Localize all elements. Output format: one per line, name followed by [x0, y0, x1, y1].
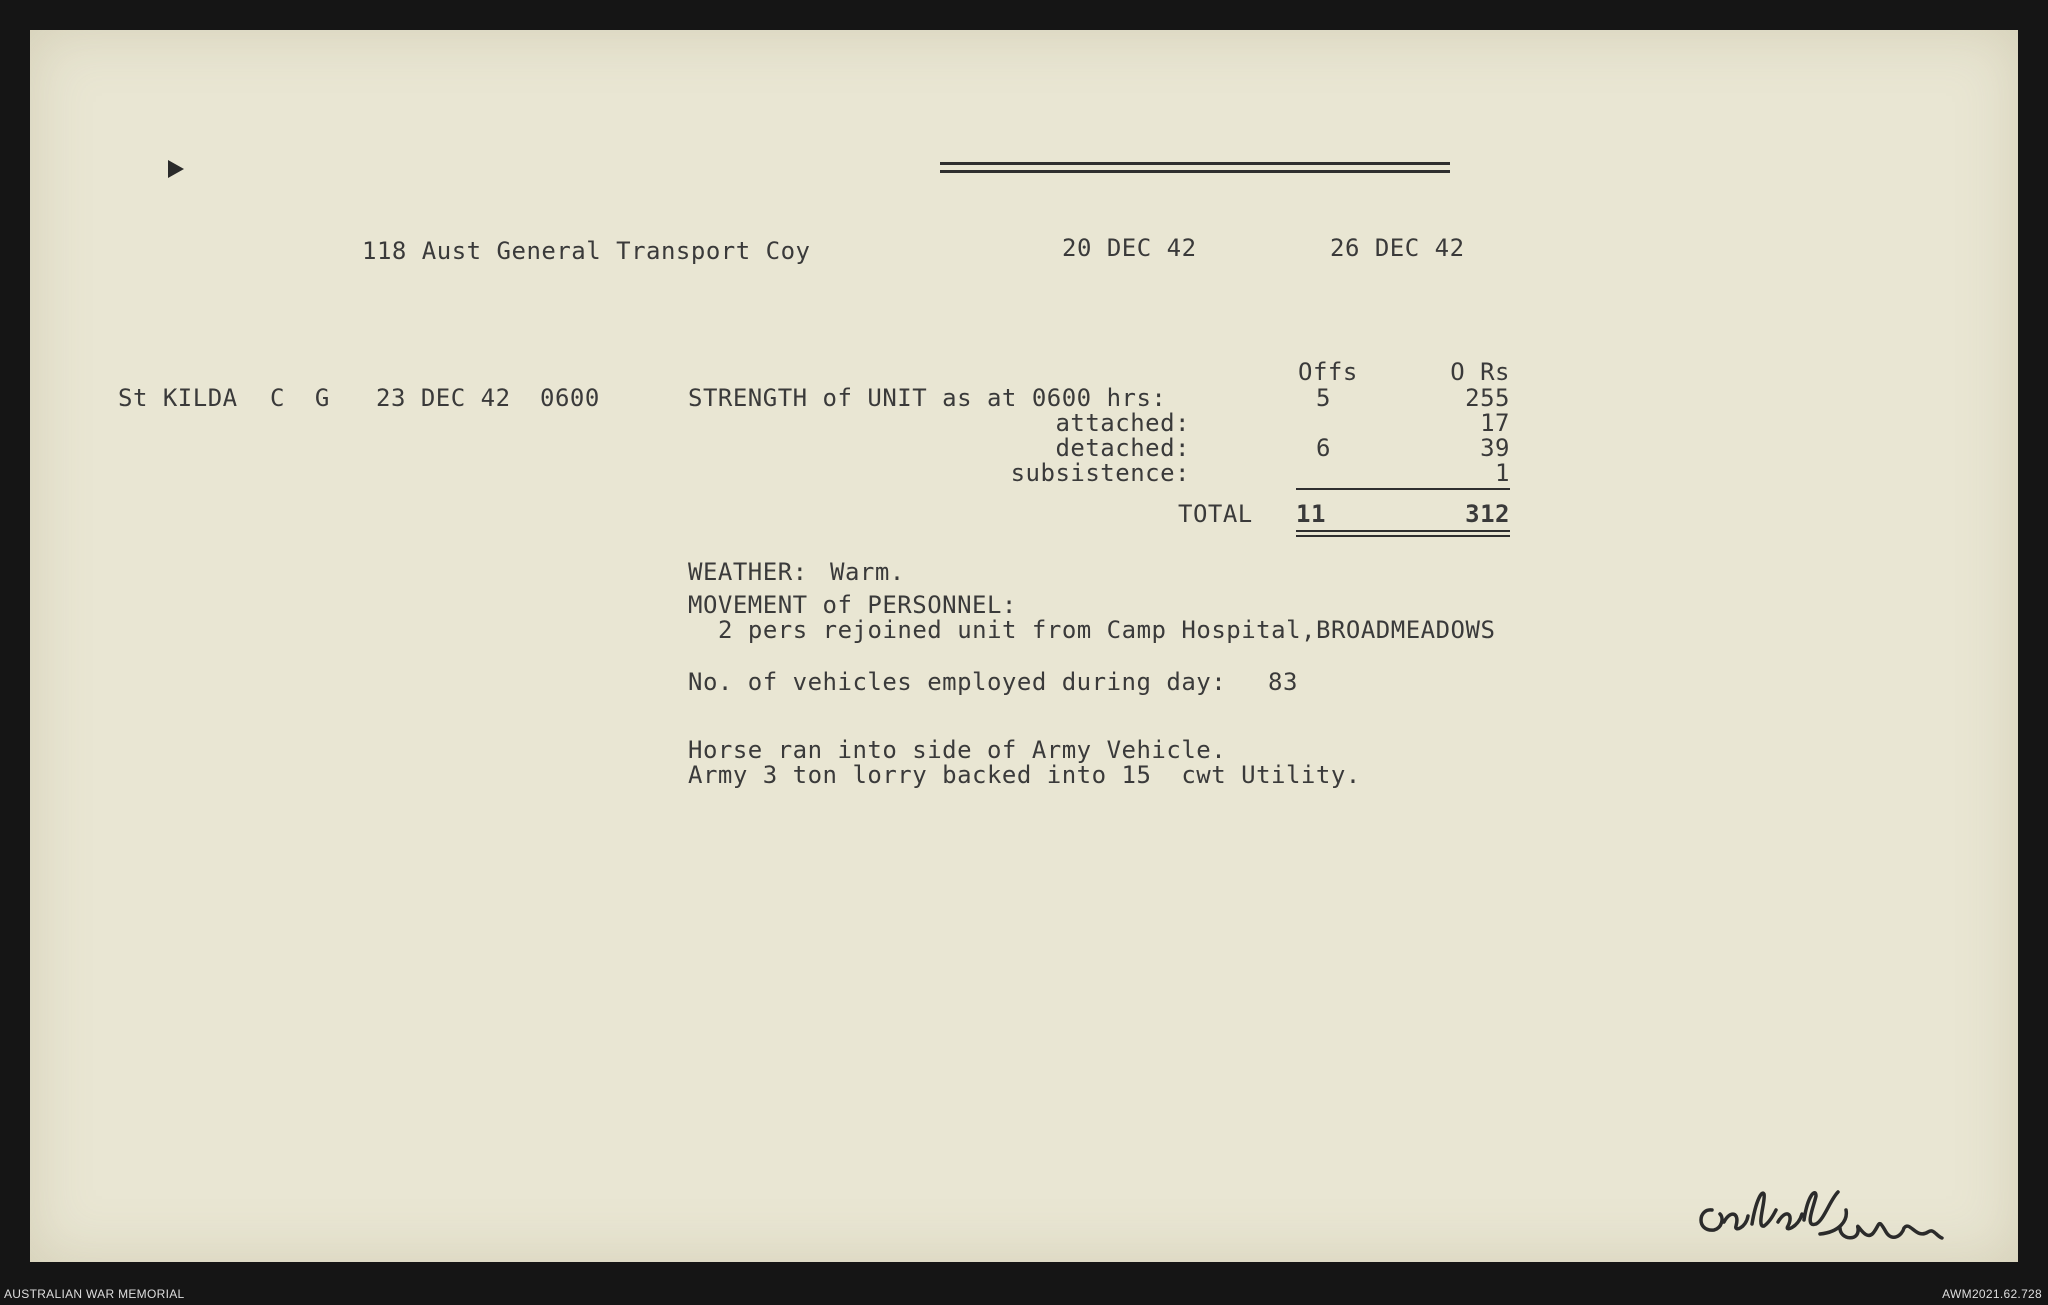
movement-place: BROADMEADOWS — [1316, 616, 1496, 644]
strength-ors: 255 — [1465, 384, 1510, 412]
footer-accession-number: AWM2021.62.728 — [1942, 1287, 2042, 1301]
strength-label: STRENGTH of UNIT as at 0600 hrs: — [688, 384, 1167, 412]
detached-label: detached: — [1055, 434, 1190, 462]
header-rule-top — [940, 162, 1450, 165]
handwritten-signature — [1690, 1170, 1970, 1260]
total-rule-top — [1296, 488, 1510, 490]
strength-offs: 5 — [1316, 384, 1331, 412]
total-ors: 312 — [1465, 500, 1510, 528]
note-line: Horse ran into side of Army Vehicle. — [688, 736, 1227, 764]
entry-place: St KILDA — [118, 384, 238, 412]
entry-ref: C G — [270, 384, 330, 412]
header-rule-bottom — [940, 170, 1450, 173]
total-offs: 11 — [1296, 500, 1326, 528]
unit-name: 118 Aust General Transport Coy — [362, 237, 811, 265]
total-rule-double-a — [1296, 530, 1510, 532]
period-end: 26 DEC 42 — [1330, 234, 1465, 262]
detached-offs: 6 — [1316, 434, 1331, 462]
detached-ors: 39 — [1480, 434, 1510, 462]
entry-date: 23 DEC 42 — [376, 384, 511, 412]
column-header-offs: Offs — [1298, 358, 1358, 386]
vehicles-value: 83 — [1268, 668, 1298, 696]
footer-credit: AUSTRALIAN WAR MEMORIAL — [4, 1287, 185, 1301]
total-rule-double-b — [1296, 535, 1510, 537]
total-label: TOTAL — [1178, 500, 1253, 528]
column-header-ors: O Rs — [1450, 358, 1510, 386]
weather-value: Warm. — [830, 558, 905, 586]
movement-text: 2 pers rejoined unit from Camp Hospital, — [718, 616, 1316, 644]
period-start: 20 DEC 42 — [1062, 234, 1197, 262]
entry-time: 0600 — [540, 384, 600, 412]
document-page — [30, 30, 2018, 1262]
weather-label: WEATHER: — [688, 558, 808, 586]
movement-label: MOVEMENT of PERSONNEL: — [688, 591, 1017, 619]
note-line: Army 3 ton lorry backed into 15 cwt Utility. — [688, 761, 1361, 789]
subsistence-ors: 1 — [1495, 459, 1510, 487]
subsistence-label: subsistence: — [1010, 459, 1190, 487]
attached-ors: 17 — [1480, 409, 1510, 437]
punch-mark-icon — [166, 158, 186, 180]
attached-label: attached: — [1055, 409, 1190, 437]
vehicles-label: No. of vehicles employed during day: — [688, 668, 1227, 696]
